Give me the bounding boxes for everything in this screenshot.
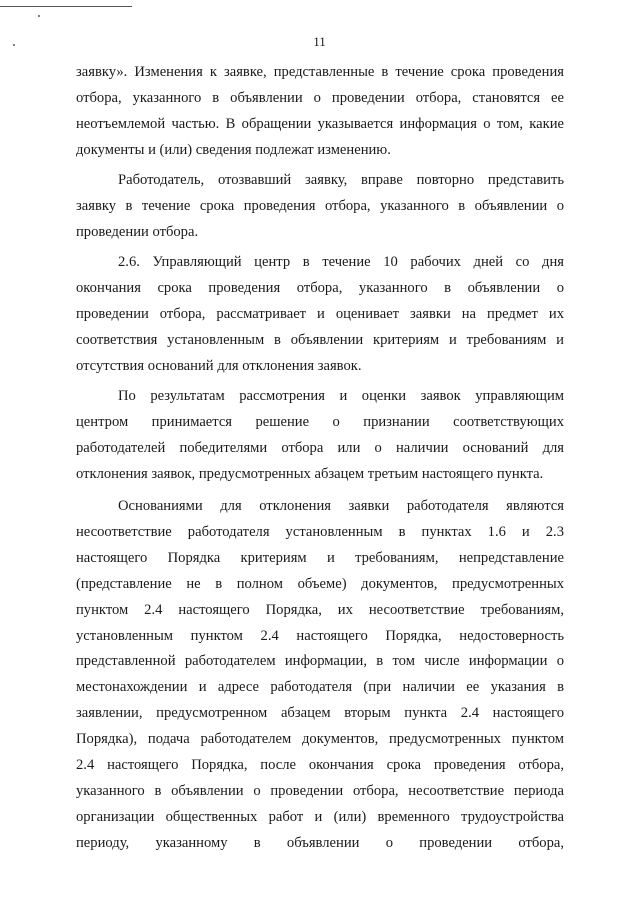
- text-line: документы и (или) сведения подлежат изменению.: [76, 141, 391, 158]
- text-line: указанного в объявлении о проведении отбора, несоответствие периода: [76, 782, 564, 799]
- text-line: центром принимается решение о признании соответствующих: [76, 414, 564, 431]
- text-line: Порядка), подача работодателем документов, предусмотренных пунктом: [76, 731, 564, 748]
- text-line: проведении отбора.: [76, 223, 199, 240]
- document-body: [76, 60, 564, 857]
- text-line: отсутствия оснований для отклонения заявок.: [76, 357, 362, 374]
- text-line: настоящего Порядка критериям и требованиям, непредставление: [76, 549, 564, 566]
- text-line: (представление не в полном объеме) документов, предусмотренных: [76, 575, 564, 592]
- text-line: неотъемлемой частью. В обращении указывается информация о том, какие: [76, 115, 564, 132]
- text-line: Основаниями для отклонения заявки работодателя являются: [118, 498, 564, 514]
- text-line: заявлении, предусмотренном абзацем вторым пункта 2.4 настоящего: [76, 705, 564, 722]
- page-number: 11: [313, 34, 326, 49]
- text-line: проведении отбора, рассматривает и оценивает заявки на предмет их: [76, 306, 564, 323]
- text-line: пунктом 2.4 настоящего Порядка, их несоответствие требованиям,: [76, 601, 564, 618]
- text-line: заявку в течение срока проведения отбора, указанного в объявлении о: [76, 198, 564, 215]
- text-line: установленным пунктом 2.4 настоящего Порядка, недостоверность: [76, 627, 564, 644]
- scan-artifact-dot: [38, 15, 40, 17]
- text-line: 2.4 настоящего Порядка, после окончания срока проведения отбора,: [76, 757, 564, 774]
- text-line: По результатам рассмотрения и оценки заявок управляющим: [118, 388, 564, 405]
- text-line: отбора, указанного в объявлении о проведении отбора, становятся ее: [76, 89, 564, 106]
- scan-artifact-line: [0, 6, 132, 7]
- text-line: местонахождении и адресе работодателя (при наличии ее указания в: [76, 679, 564, 696]
- text-line: несоответствие работодателя установленным в пунктах 1.6 и 2.3: [76, 523, 564, 540]
- text-line: Работодатель, отозвавший заявку, вправе повторно представить: [118, 172, 564, 189]
- text-line: окончания срока проведения отбора, указанного в объявлении о: [76, 280, 564, 297]
- text-line: представленной работодателем информации, в том числе информации о: [76, 653, 564, 670]
- text-line: 2.6. Управляющий центр в течение 10 рабочих дней со дня: [118, 254, 564, 271]
- text-line: периоду, указанному в объявлении о проведении отбора,: [76, 834, 564, 851]
- text-line: заявку». Изменения к заявке, представленные в течение срока проведения: [76, 64, 564, 80]
- text-line: отклонения заявок, предусмотренных абзацем третьим настоящего пункта.: [76, 466, 544, 483]
- text-line: соответствия установленным в объявлении критериям и требованиям и: [76, 332, 564, 349]
- text-line: организации общественных работ и (или) временного трудоустройства: [76, 808, 564, 825]
- text-line: работодателей победителями отбора или о наличии оснований для: [76, 440, 564, 457]
